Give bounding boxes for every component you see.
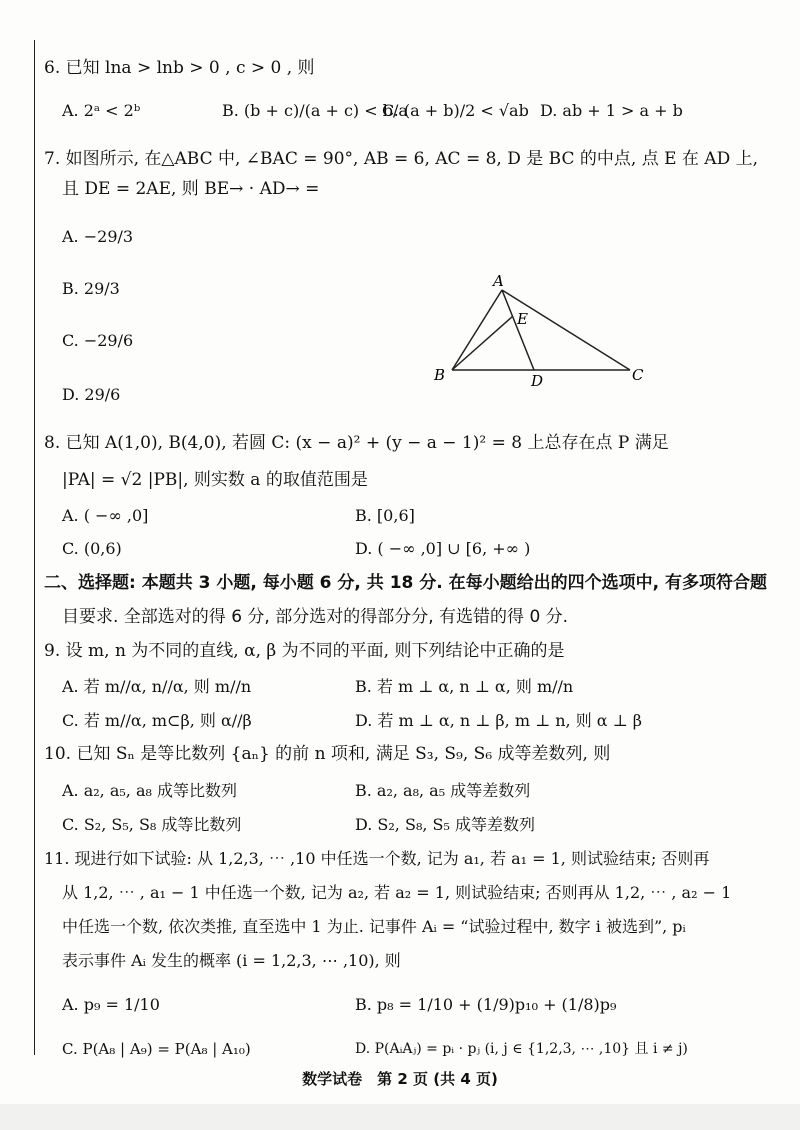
label-e: E bbox=[517, 310, 528, 328]
q7-option-b: B. 29/3 bbox=[62, 279, 120, 298]
segment-ac bbox=[502, 290, 630, 370]
q10-option-c: C. S₂, S₅, S₈ 成等比数列 bbox=[62, 815, 242, 834]
q7-option-a: A. −29/3 bbox=[62, 227, 134, 246]
q8-option-c: C. (0,6) bbox=[62, 539, 122, 558]
q9-option-d: D. 若 m ⊥ α, n ⊥ β, m ⊥ n, 则 α ⊥ β bbox=[355, 711, 643, 730]
q11-stem-line3: 中任选一个数, 依次类推, 直至选中 1 为止. 记事件 Aᵢ = “试验过程中, 数字 i 被选到”, pᵢ bbox=[62, 917, 686, 936]
q10-option-b: B. a₂, a₈, a₅ 成等差数列 bbox=[355, 781, 531, 800]
q7-option-d: D. 29/6 bbox=[62, 385, 121, 404]
label-a: A bbox=[493, 272, 504, 290]
q9-stem: 9. 设 m, n 为不同的直线, α, β 为不同的平面, 则下列结论中正确的是 bbox=[44, 641, 565, 661]
q11-option-c: C. P(A₈ | A₉) = P(A₈ | A₁₀) bbox=[62, 1040, 251, 1058]
q10-stem: 10. 已知 Sₙ 是等比数列 {aₙ} 的前 n 项和, 满足 S₃, S₉, S₆ 成等差数列, 则 bbox=[44, 744, 611, 764]
segment-be bbox=[452, 316, 513, 370]
q9-option-c: C. 若 m//α, m⊂β, 则 α//β bbox=[62, 711, 252, 730]
q11-stem-line4: 表示事件 Aᵢ 发生的概率 (i = 1,2,3, ⋯ ,10), 则 bbox=[62, 951, 401, 970]
q8-stem-line2: |PA| = √2 |PB|, 则实数 a 的取值范围是 bbox=[62, 470, 368, 490]
q7-stem-line2: 且 DE = 2AE, 则 BE→ · AD→ = bbox=[62, 179, 320, 199]
segment-ad bbox=[502, 290, 534, 370]
q11-option-a: A. p₉ = 1/10 bbox=[62, 995, 160, 1014]
triangle-figure bbox=[420, 268, 650, 388]
q8-option-b: B. [0,6] bbox=[355, 506, 415, 525]
q7-option-c: C. −29/6 bbox=[62, 331, 134, 350]
q6-option-b: B. (b + c)/(a + c) < b/a bbox=[222, 101, 408, 120]
q6-option-d: D. ab + 1 > a + b bbox=[540, 101, 683, 120]
q10-option-a: A. a₂, a₅, a₈ 成等比数列 bbox=[62, 781, 238, 800]
q8-option-d: D. ( −∞ ,0] ∪ [6, +∞ ) bbox=[355, 539, 531, 558]
q11-stem-line2: 从 1,2, ⋯ , a₁ − 1 中任选一个数, 记为 a₂, 若 a₂ = 1, 则试验结束; 否则再从 1,2, ⋯ , a₂ − 1 bbox=[62, 883, 732, 902]
q6-option-c: C. (a + b)/2 < √ab bbox=[382, 101, 529, 120]
q8-stem-line1: 8. 已知 A(1,0), B(4,0), 若圆 C: (x − a)² + (y − a − 1)² = 8 上总存在点 P 满足 bbox=[44, 433, 669, 453]
label-c: C bbox=[632, 366, 644, 384]
q10-option-d: D. S₂, S₈, S₅ 成等差数列 bbox=[355, 815, 535, 834]
segment-ab bbox=[452, 290, 502, 370]
q11-option-b: B. p₈ = 1/10 + (1/9)p₁₀ + (1/8)p₉ bbox=[355, 995, 617, 1014]
left-margin-line bbox=[34, 40, 35, 1055]
label-b: B bbox=[434, 366, 446, 384]
page-footer: 数学试卷 第 2 页 (共 4 页) bbox=[302, 1070, 498, 1088]
section2-heading-line1: 二、选择题: 本题共 3 小题, 每小题 6 分, 共 18 分. 在每小题给出的四个选项中, 有多项符合题 bbox=[44, 573, 768, 593]
section2-heading-line2: 目要求. 全部选对的得 6 分, 部分选对的得部分分, 有选错的得 0 分. bbox=[62, 607, 569, 627]
q9-option-b: B. 若 m ⊥ α, n ⊥ α, 则 m//n bbox=[355, 677, 574, 696]
label-d: D bbox=[531, 372, 544, 388]
q6-option-a: A. 2ᵃ < 2ᵇ bbox=[62, 101, 141, 120]
q7-stem-line1: 7. 如图所示, 在△ABC 中, ∠BAC = 90°, AB = 6, AC = 8, D 是 BC 的中点, 点 E 在 AD 上, bbox=[44, 149, 759, 169]
q8-option-a: A. ( −∞ ,0] bbox=[62, 506, 149, 525]
q11-stem-line1: 11. 现进行如下试验: 从 1,2,3, ⋯ ,10 中任选一个数, 记为 a₁, 若 a₁ = 1, 则试验结束; 否则再 bbox=[44, 849, 710, 868]
bottom-shade bbox=[0, 1104, 800, 1130]
q11-option-d: D. P(AᵢAⱼ) = pᵢ · pⱼ (i, j ∈ {1,2,3, ⋯ ,10} 且 i ≠ j) bbox=[355, 1041, 688, 1057]
q6-stem: 6. 已知 lna > lnb > 0 , c > 0 , 则 bbox=[44, 58, 315, 78]
q9-option-a: A. 若 m//α, n//α, 则 m//n bbox=[62, 677, 252, 696]
